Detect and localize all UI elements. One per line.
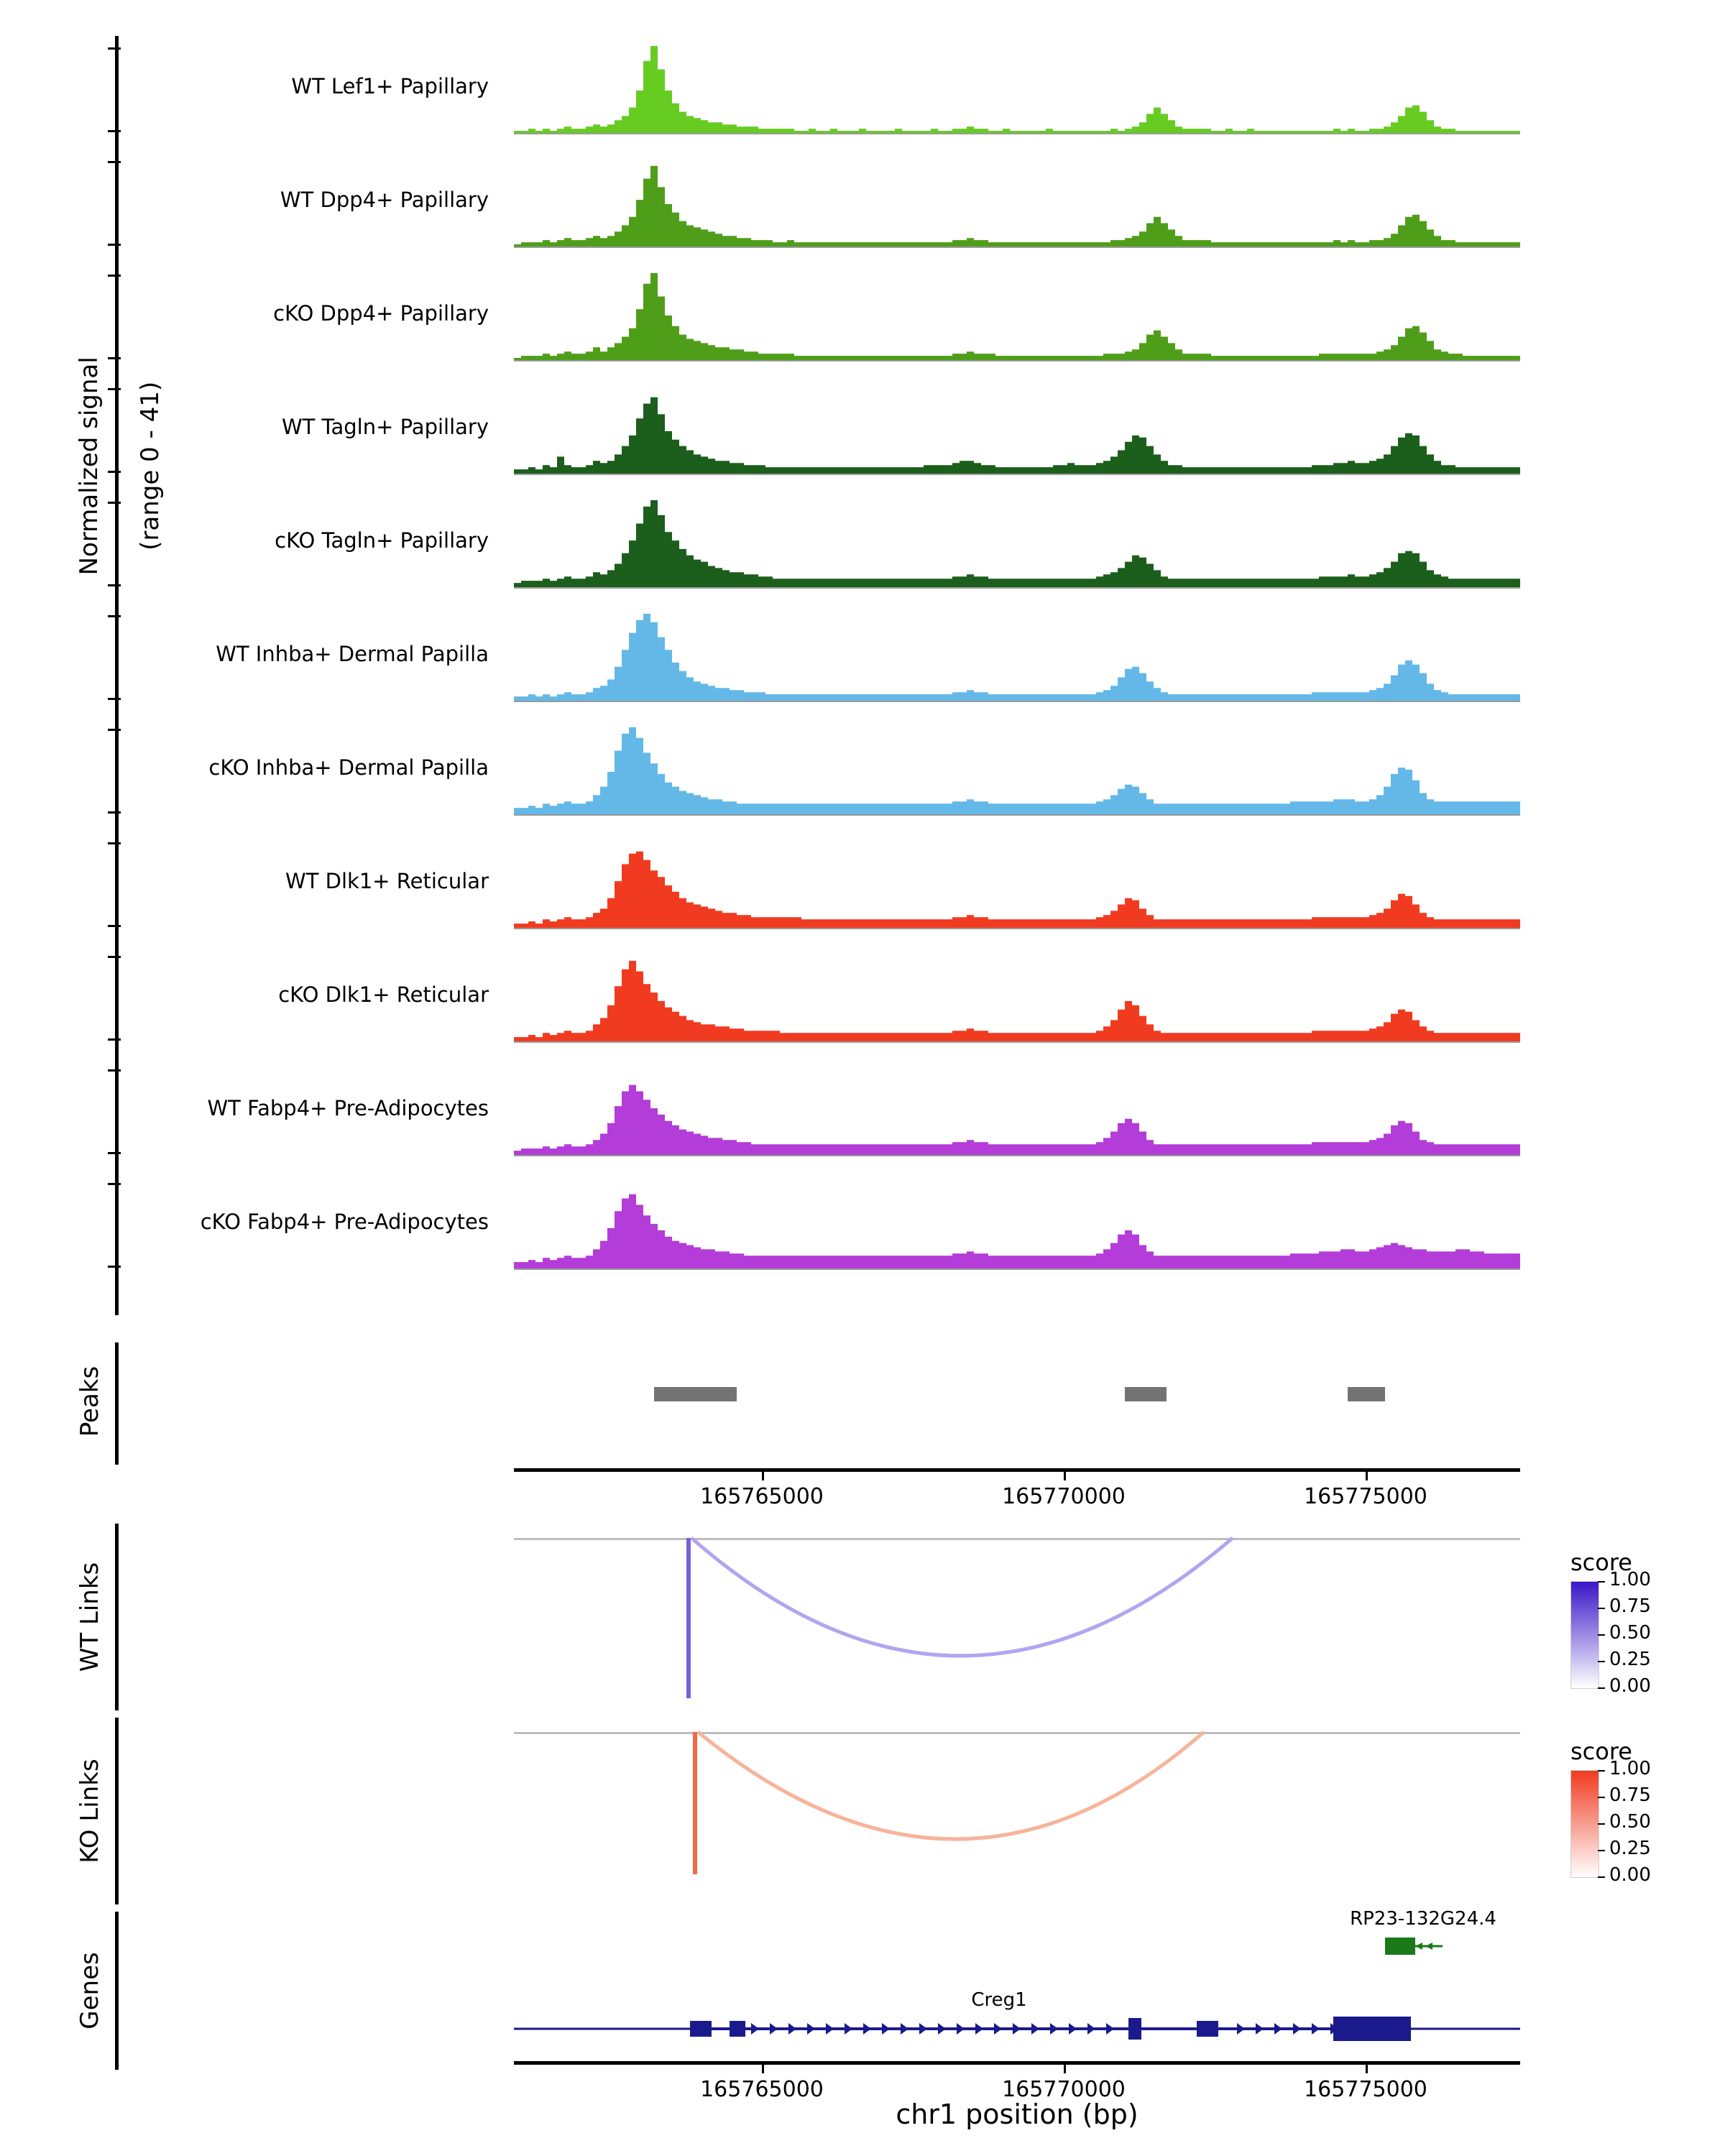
x-axis-title: chr1 position (bp) — [896, 2099, 1138, 2130]
coverage-axis-bar — [115, 36, 119, 1315]
legend-tick — [1598, 1661, 1605, 1662]
legend-tick-label: 0.50 — [1609, 1811, 1651, 1833]
axis-tick — [108, 698, 121, 700]
track-label: cKO Fabp4+ Pre-Adipocytes — [200, 1209, 489, 1234]
axis-tick — [108, 161, 121, 163]
genome-axis-tick-label: 165775000 — [1304, 2077, 1427, 2102]
gene-label-rp23: RP23-132G24.4 — [1350, 1908, 1496, 1930]
coverage-track — [514, 952, 1520, 1041]
genome-axis-tick — [1366, 1472, 1368, 1480]
track-label: cKO Dpp4+ Papillary — [273, 300, 489, 326]
genome-axis-tick-label: 165775000 — [1304, 1484, 1427, 1509]
y-axis-label-line1: Normalized signal — [74, 356, 104, 576]
axis-tick — [108, 502, 121, 504]
track-baseline — [514, 587, 1520, 589]
axis-tick — [108, 584, 121, 586]
legend-tick — [1598, 1770, 1605, 1772]
ko-links-axis-bar — [115, 1718, 119, 1904]
peaks-section-label: Peaks — [75, 1365, 104, 1437]
coverage-track — [514, 611, 1520, 701]
wt-links-section-label: WT Links — [75, 1562, 104, 1672]
peak-box — [1125, 1387, 1167, 1401]
genome-axis-tick-label: 165765000 — [700, 1484, 824, 1509]
ko-links-section-label: KO Links — [75, 1759, 104, 1864]
genome-axis-tick — [1064, 2065, 1066, 2073]
legend-tick-label: 0.25 — [1609, 1649, 1651, 1670]
ko-legend-colorbar — [1570, 1770, 1599, 1878]
legend-tick-label: 0.50 — [1609, 1622, 1651, 1644]
axis-tick — [108, 357, 121, 359]
coverage-track — [514, 1065, 1520, 1155]
ko-legend-title: score — [1570, 1738, 1632, 1765]
axis-tick — [108, 388, 121, 390]
peaks-axis-bar — [115, 1342, 119, 1465]
genome-axis-tick — [1366, 2065, 1368, 2073]
legend-tick — [1598, 1823, 1605, 1825]
axis-tick — [108, 244, 121, 246]
legend-tick-label: 1.00 — [1609, 1569, 1651, 1590]
legend-tick — [1598, 1876, 1605, 1878]
gene-creg1 — [514, 2012, 1520, 2045]
axis-tick — [108, 1183, 121, 1185]
legend-tick-label: 0.25 — [1609, 1838, 1651, 1859]
coverage-track — [514, 43, 1520, 133]
axis-tick — [108, 130, 121, 132]
coverage-track — [514, 838, 1520, 928]
wt-legend-colorbar — [1570, 1581, 1599, 1689]
track-baseline — [514, 1041, 1520, 1043]
legend-tick-label: 1.00 — [1609, 1758, 1651, 1779]
legend-tick — [1598, 1608, 1605, 1609]
axis-tick — [108, 925, 121, 927]
legend-tick — [1598, 1850, 1605, 1851]
track-label: WT Lef1+ Papillary — [291, 73, 489, 98]
genome-axis-tick — [762, 1472, 764, 1480]
track-label: WT Fabp4+ Pre-Adipocytes — [207, 1095, 489, 1120]
axis-tick — [108, 275, 121, 277]
track-label: cKO Tagln+ Papillary — [275, 528, 489, 553]
legend-tick — [1598, 1797, 1605, 1798]
axis-tick — [108, 729, 121, 731]
track-baseline — [514, 247, 1520, 248]
track-label: WT Dlk1+ Reticular — [285, 868, 489, 893]
axis-tick — [108, 1038, 121, 1041]
axis-tick — [108, 471, 121, 473]
y-axis-label-line2: (range 0 - 41) — [135, 381, 165, 550]
track-baseline — [514, 701, 1520, 702]
track-label: WT Inhba+ Dermal Papilla — [216, 641, 489, 666]
gene-label-creg1: Creg1 — [971, 1989, 1027, 2011]
axis-tick — [108, 1266, 121, 1268]
wt-legend-title: score — [1570, 1549, 1632, 1576]
legend-tick — [1598, 1634, 1605, 1636]
axis-tick — [108, 615, 121, 617]
axis-tick — [108, 811, 121, 814]
gene-rp23-132g24-4 — [514, 1933, 1520, 1962]
peak-box — [1348, 1387, 1385, 1401]
genome-axis-tick-label: 165770000 — [1002, 1484, 1126, 1509]
axis-tick — [108, 956, 121, 958]
coverage-track — [514, 384, 1520, 474]
legend-tick-label: 0.00 — [1609, 1864, 1651, 1886]
track-baseline — [514, 474, 1520, 475]
axis-tick — [108, 842, 121, 844]
axis-tick — [108, 47, 121, 50]
genome-axis-bottom — [514, 2061, 1520, 2065]
genome-axis-tick-label: 165770000 — [1002, 2077, 1126, 2102]
y-axis-label — [43, 165, 196, 798]
genome-axis-tick — [762, 2065, 764, 2073]
coverage-track — [514, 270, 1520, 360]
track-baseline — [514, 928, 1520, 929]
axis-tick — [108, 1069, 121, 1072]
track-label: WT Tagln+ Papillary — [281, 414, 489, 439]
legend-tick-label: 0.00 — [1609, 1675, 1651, 1697]
wt-links-axis-bar — [115, 1524, 119, 1710]
track-label: WT Dpp4+ Papillary — [280, 187, 489, 212]
coverage-track — [514, 724, 1520, 814]
track-baseline — [514, 133, 1520, 134]
genome-axis-top — [514, 1468, 1520, 1472]
wt-links-arcs — [514, 1537, 1520, 1716]
legend-tick-label: 0.75 — [1609, 1784, 1651, 1806]
track-baseline — [514, 1155, 1520, 1156]
track-label: cKO Dlk1+ Reticular — [278, 982, 489, 1007]
coverage-track — [514, 1179, 1520, 1268]
genome-axis-tick-label: 165765000 — [700, 2077, 824, 2102]
genes-section-label: Genes — [75, 1952, 104, 2030]
ko-links-arcs — [514, 1731, 1520, 1910]
legend-tick — [1598, 1581, 1605, 1583]
coverage-track — [514, 497, 1520, 587]
axis-tick — [108, 1152, 121, 1154]
legend-tick-label: 0.75 — [1609, 1595, 1651, 1617]
track-baseline — [514, 360, 1520, 361]
track-label: cKO Inhba+ Dermal Papilla — [208, 755, 489, 780]
track-baseline — [514, 814, 1520, 816]
coverage-track — [514, 157, 1520, 247]
peak-box — [654, 1387, 737, 1401]
track-baseline — [514, 1268, 1520, 1270]
genes-axis-bar — [115, 1912, 119, 2070]
genome-axis-tick — [1064, 1472, 1066, 1480]
legend-tick — [1598, 1687, 1605, 1689]
